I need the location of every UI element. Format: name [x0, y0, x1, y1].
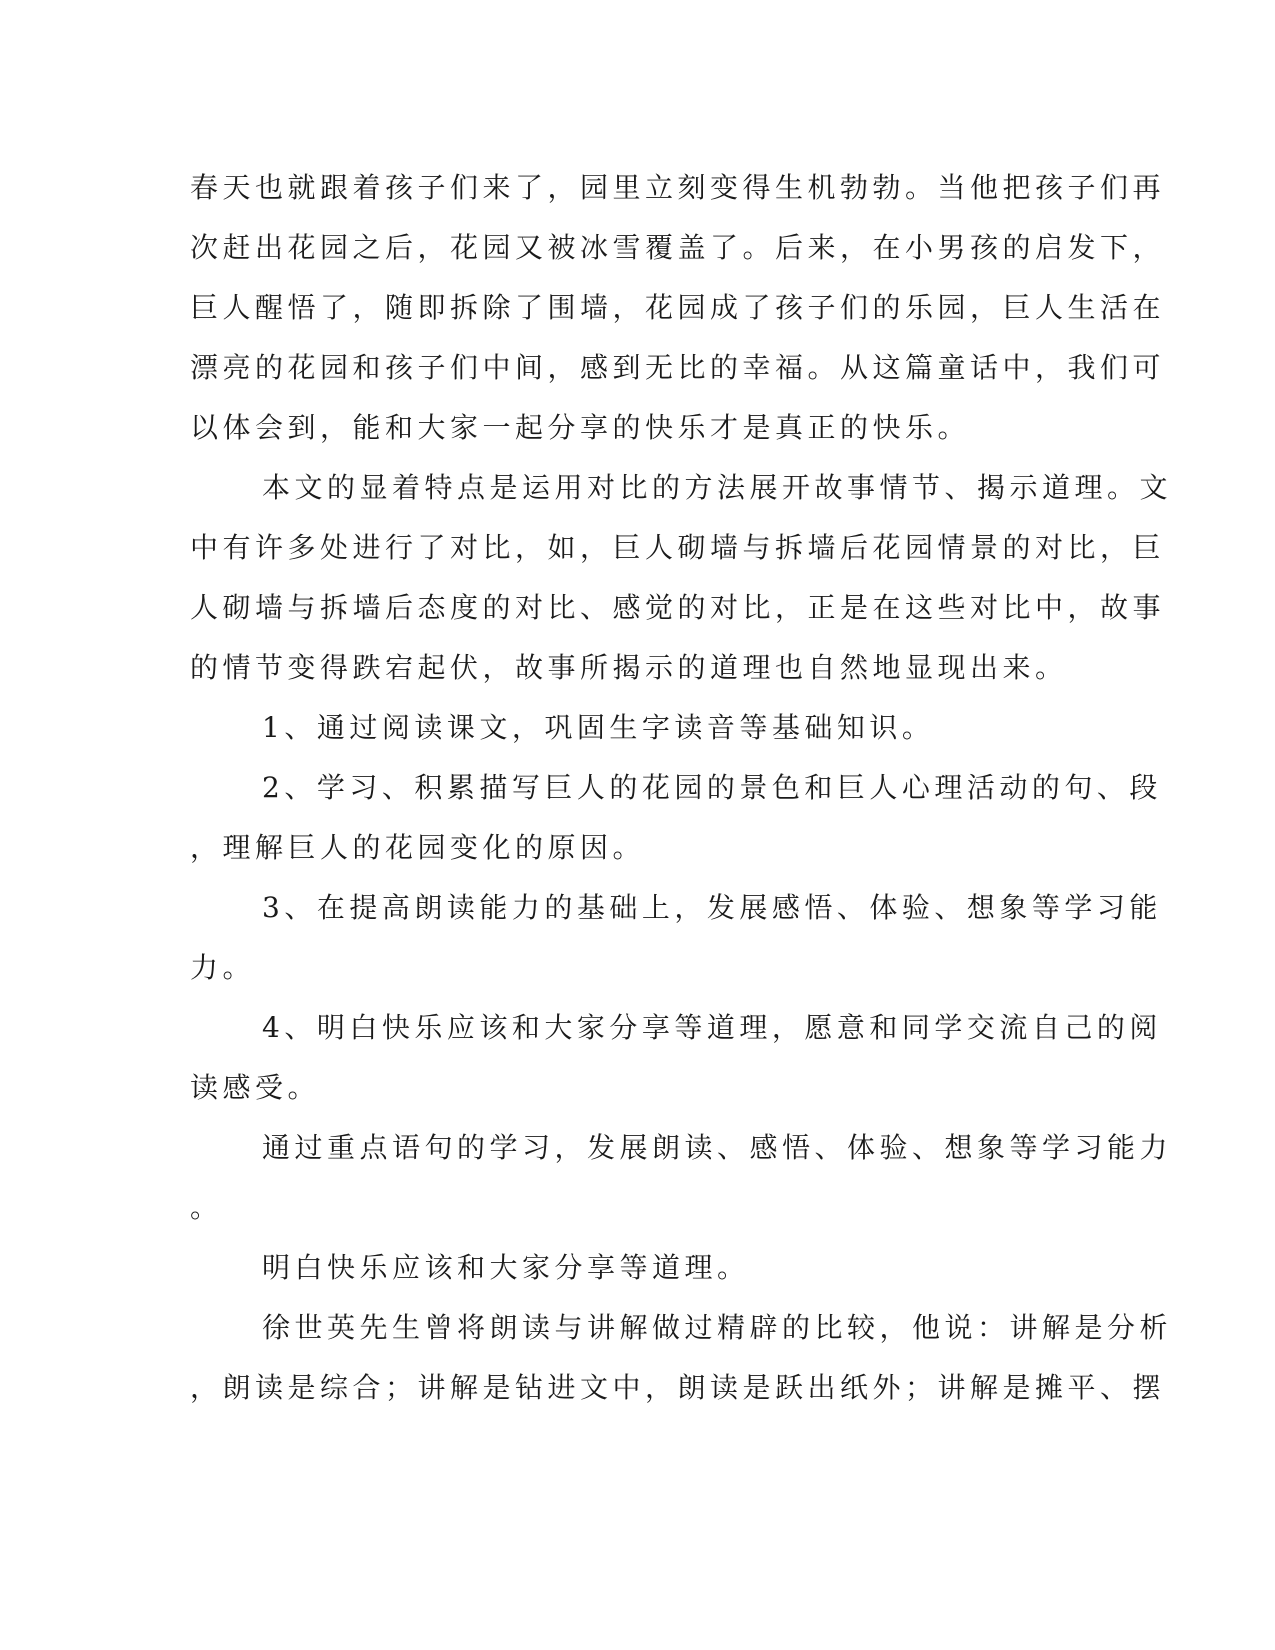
text-line: 人砌墙与拆墙后态度的对比、感觉的对比，正是在这些对比中，故事 — [190, 591, 1166, 624]
paragraph-first-line: 本文的显着特点是运用对比的方法展开故事情节、揭示道理。文 — [262, 471, 1173, 504]
text-line: 次赶出花园之后，花园又被冰雪覆盖了。后来，在小男孩的启发下， — [190, 231, 1166, 264]
text-line: 。 — [190, 1191, 223, 1224]
text-line: 中有许多处进行了对比，如，巨人砌墙与拆墙后花园情景的对比，巨 — [190, 531, 1166, 564]
text-line: ，朗读是综合；讲解是钻进文中，朗读是跃出纸外；讲解是摊平、摆 — [190, 1371, 1166, 1404]
document-body — [190, 158, 1173, 1418]
objective-item-3: 3、在提高朗读能力的基础上，发展感悟、体验、想象等学习能 — [262, 891, 1162, 924]
objective-item-4: 4、明白快乐应该和大家分享等道理，愿意和同学交流自己的阅 — [262, 1011, 1162, 1044]
objective-item-2: 2、学习、积累描写巨人的花园的景色和巨人心理活动的句、段 — [262, 771, 1162, 804]
text-line: 的情节变得跌宕起伏，故事所揭示的道理也自然地显现出来。 — [190, 651, 1068, 684]
paragraph-first-line: 徐世英先生曾将朗读与讲解做过精辟的比较，他说：讲解是分析 — [262, 1311, 1173, 1344]
text-line: 力。 — [190, 951, 256, 984]
text-line: 读感受。 — [190, 1071, 321, 1104]
text-line: ，理解巨人的花园变化的原因。 — [190, 831, 646, 864]
text-line: 以体会到，能和大家一起分享的快乐才是真正的快乐。 — [190, 411, 971, 444]
text-line: 漂亮的花园和孩子们中间，感到无比的幸福。从这篇童话中，我们可 — [190, 351, 1166, 384]
paragraph-first-line: 明白快乐应该和大家分享等道理。 — [262, 1251, 750, 1284]
text-line: 春天也就跟着孩子们来了，园里立刻变得生机勃勃。当他把孩子们再 — [190, 171, 1166, 204]
paragraph-first-line: 通过重点语句的学习，发展朗读、感悟、体验、想象等学习能力 — [262, 1131, 1173, 1164]
text-line: 巨人醒悟了，随即拆除了围墙，花园成了孩子们的乐园，巨人生活在 — [190, 291, 1166, 324]
objective-item-1: 1、通过阅读课文，巩固生字读音等基础知识。 — [262, 711, 935, 744]
